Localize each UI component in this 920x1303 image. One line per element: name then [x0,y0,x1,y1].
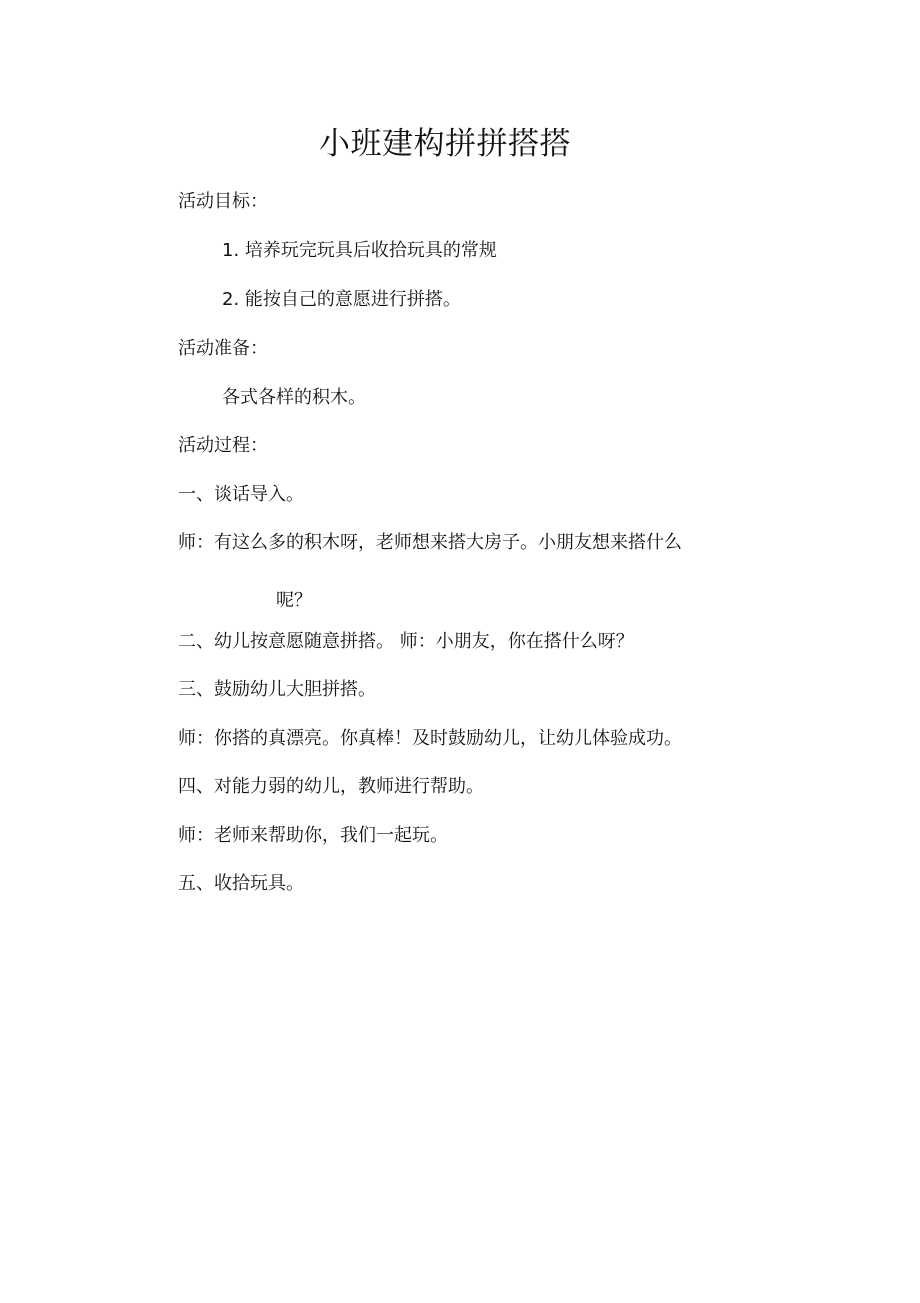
step-3-teacher-line: 师：你搭的真漂亮。你真棒！及时鼓励幼儿，让幼儿体验成功。 [178,728,682,749]
goal-item-2: 2. 能按自己的意愿进行拼搭。 [222,289,461,310]
step-4-teacher-line: 师：老师来帮助你，我们一起玩。 [178,825,448,846]
step-3: 三、鼓励幼儿大胆拼搭。 [178,679,376,700]
step-4: 四、对能力弱的幼儿，教师进行帮助。 [178,776,484,797]
goals-heading: 活动目标： [178,191,268,212]
goal-item-1: 1. 培养玩完玩具后收拾玩具的常规 [222,240,497,261]
process-heading: 活动过程： [178,435,268,456]
step-5: 五、收拾玩具。 [178,873,304,894]
step-1-teacher-line-cont: 呢？ [276,590,312,611]
prep-heading: 活动准备： [178,338,268,359]
step-2: 二、幼儿按意愿随意拼搭。 师：小朋友，你在搭什么呀？ [178,631,634,652]
document-title: 小班建构拼拼搭搭 [319,126,571,162]
step-1-teacher-line: 师：有这么多的积木呀，老师想来搭大房子。小朋友想来搭什么 [178,532,682,553]
step-1: 一、谈话导入。 [178,484,304,505]
prep-text: 各式各样的积木。 [222,387,366,408]
